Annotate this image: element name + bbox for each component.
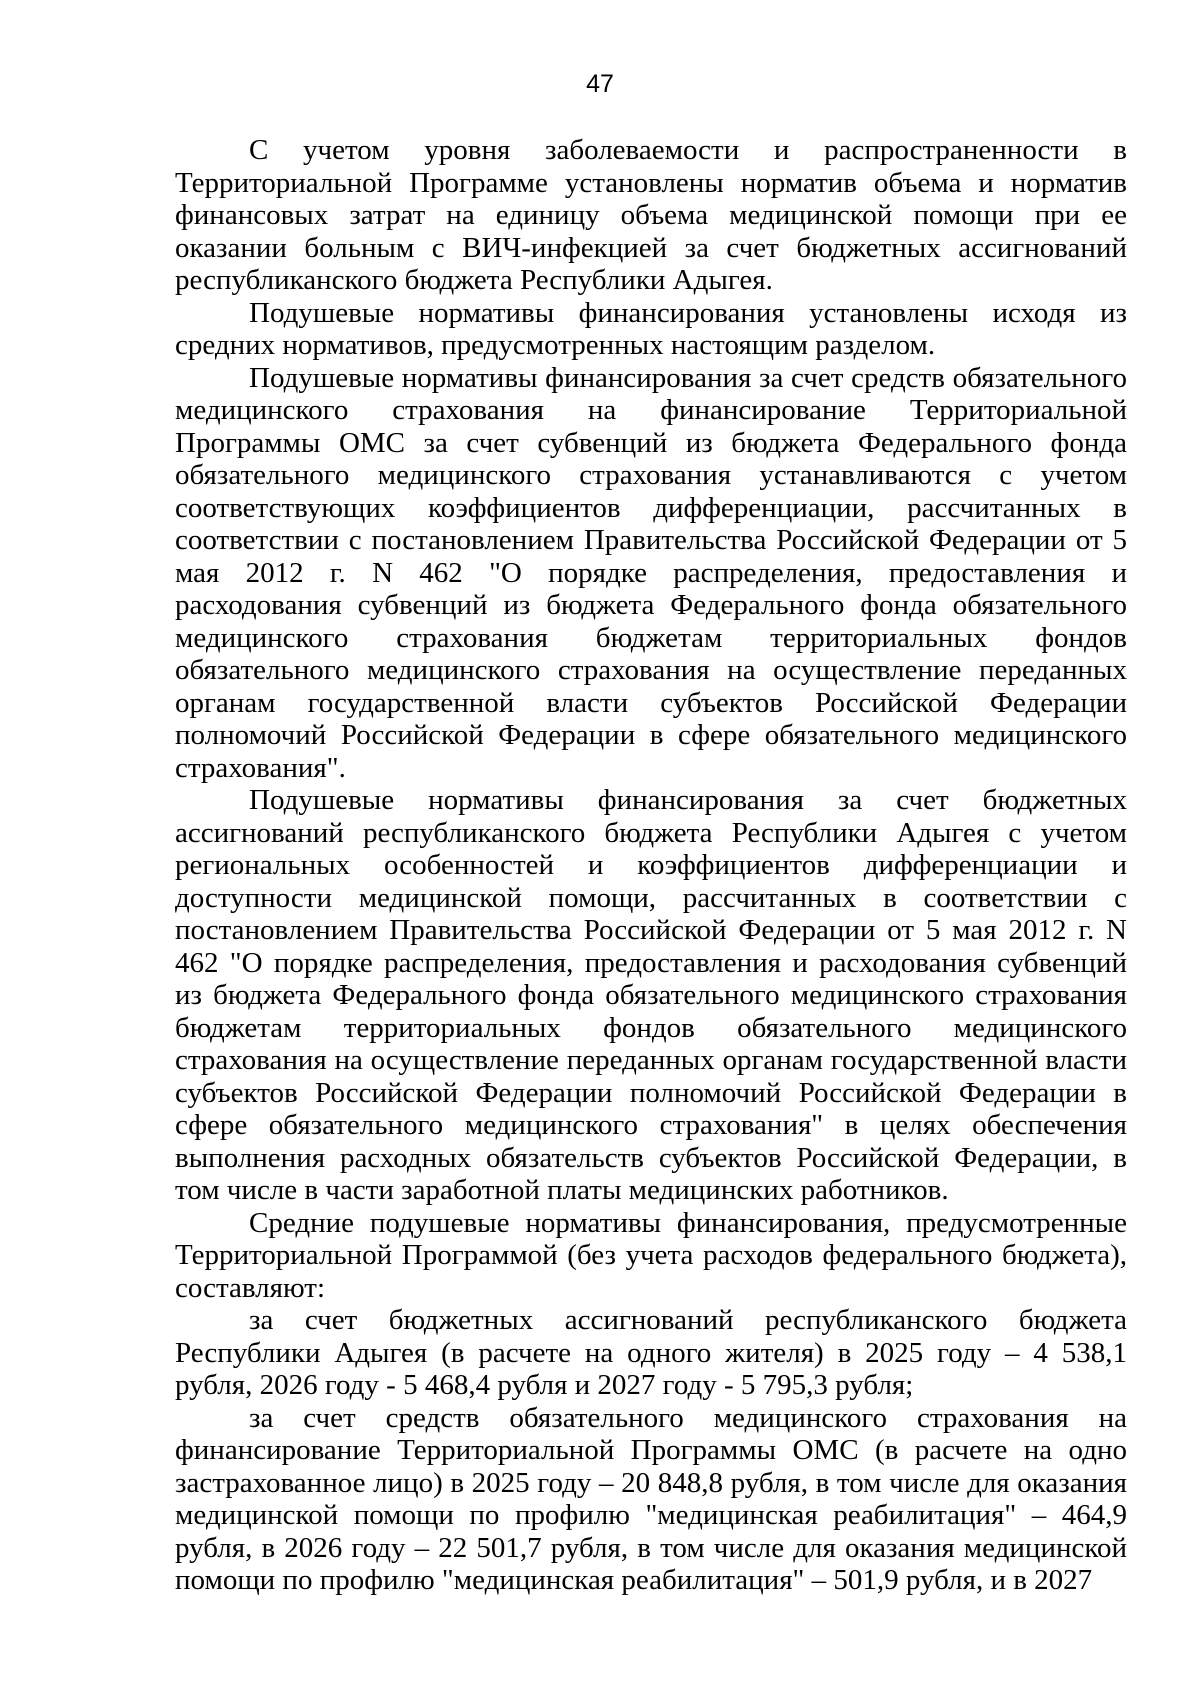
paragraph-average-norms-intro: Средние подушевые нормативы финансирования, предусмотренные Территориальной Программой (без учета расходов федерального бюджета), составляют: — [175, 1206, 1127, 1304]
paragraph-oms-amounts: за счет средств обязательного медицинского страхования на финансирование Территориальной Программы ОМС (в расчете на одно застрахованное лицо) в 2025 году – 20 848,8 рубля, в том числе для оказания медицинской помощи по профилю "медицинская реабилитация" – 464,9 рубля, в 2026 году – 22 501,7 рубля, в том числе для оказания медицинской помощи по профилю "медицинская реабилитация" – 501,9 рубля, и в 2027 — [175, 1401, 1127, 1596]
paragraph-oms-per-capita: Подушевые нормативы финансирования за счет средств обязательного медицинского страхования на финансирование Территориальной Программы ОМС за счет субвенций из бюджета Федерального фонда обязательного медицинского страхования устанавливаются с учетом соответствующих коэффициентов дифференциации, рассчитанных в соответствии с постановлением Правительства Российской Федерации от 5 мая 2012 г. N 462 "О порядке распределения, предоставления и расходования субвенций из бюджета Федерального фонда обязательного медицинского страхования бюджетам территориальных фондов обязательного медицинского страхования на осуществление переданных органам государственной власти субъектов Российской Федерации полномочий Российской Федерации в сфере обязательного медицинского страхования". — [175, 361, 1127, 784]
paragraph-budget-per-capita: Подушевые нормативы финансирования за счет бюджетных ассигнований республиканского бюджета Республики Адыгея с учетом региональных особенностей и коэффициентов дифференциации и доступности медицинской помощи, рассчитанных в соответствии с постановлением Правительства Российской Федерации от 5 мая 2012 г. N 462 "О порядке распределения, предоставления и расходования субвенций из бюджета Федерального фонда обязательного медицинского страхования бюджетам территориальных фондов обязательного медицинского страхования на осуществление переданных органам государственной власти субъектов Российской Федерации полномочий Российской Федерации в сфере обязательного медицинского страхования" в целях обеспечения выполнения расходных обязательств субъектов Российской Федерации, в том числе в части заработной платы медицинских работников. — [175, 784, 1127, 1206]
document-body — [175, 134, 1127, 1597]
page-number: 47 — [586, 70, 614, 98]
paragraph-hiv-norms: С учетом уровня заболеваемости и распространенности в Территориальной Программе установлены норматив объема и норматив финансовых затрат на единицу объема медицинской помощи при ее оказании больным с ВИЧ-инфекцией за счет бюджетных ассигнований республиканского бюджета Республики Адыгея. — [175, 134, 1127, 296]
paragraph-per-capita-basis: Подушевые нормативы финансирования установлены исходя из средних нормативов, предусмотренных настоящим разделом. — [175, 296, 1127, 361]
paragraph-budget-amounts: за счет бюджетных ассигнований республиканского бюджета Республики Адыгея (в расчете на одного жителя) в 2025 году – 4 538,1 рубля, 2026 году - 5 468,4 рубля и 2027 году - 5 795,3 рубля; — [175, 1304, 1127, 1401]
